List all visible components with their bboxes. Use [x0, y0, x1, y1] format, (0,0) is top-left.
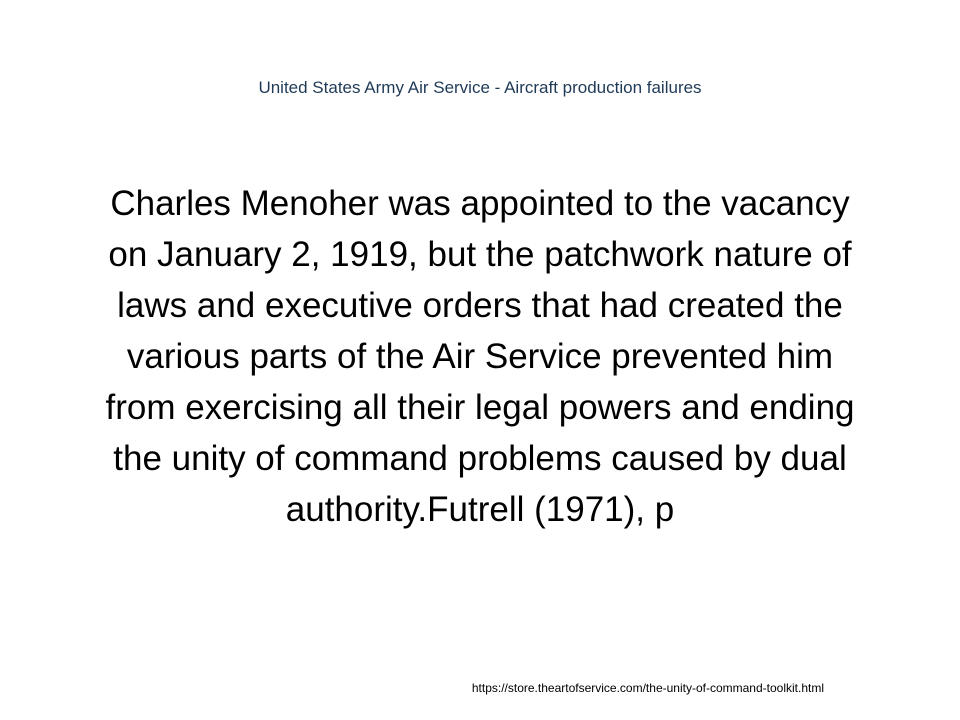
- slide-title: United States Army Air Service - Aircraft production failures: [258, 78, 702, 97]
- slide-body-text: Charles Menoher was appointed to the vacancy on January 2, 1919, but the patchwork nature of laws and executive orders that had created the various parts of the Air Service prevented him from exercising all their legal powers and ending the unity of command problems caused by dual authority.Futrell (1971), p: [105, 184, 855, 529]
- footer-url: https://store.theartofservice.com/the-unity-of-command-toolkit.html: [471, 681, 824, 695]
